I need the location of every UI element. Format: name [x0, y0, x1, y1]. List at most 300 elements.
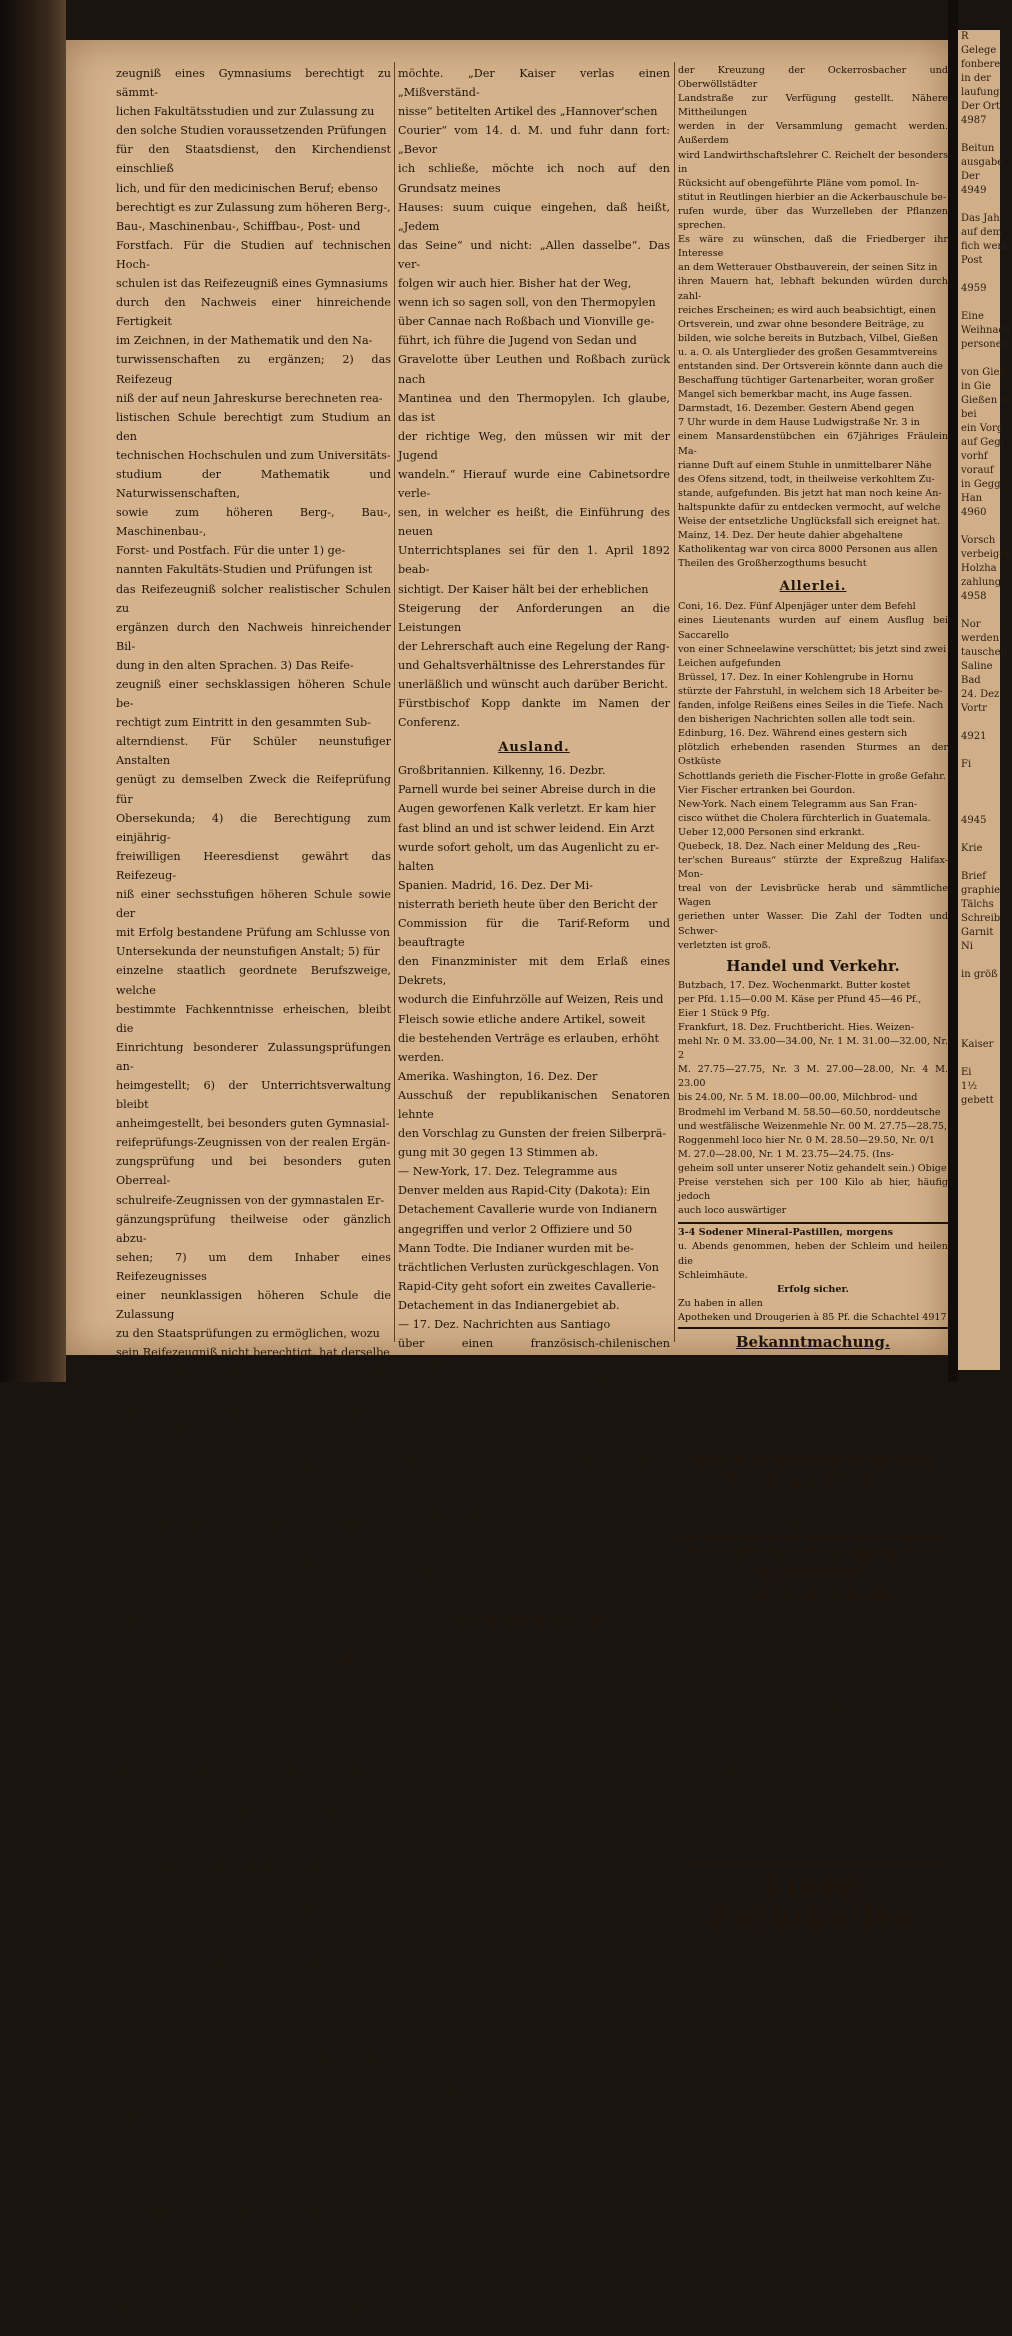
text-line: gleiche Werthschätzung der realistischen Bildung [116, 1422, 391, 1455]
strip-fragment: Beitun [961, 143, 995, 154]
text-line: werden in der Versammlung gemacht werden. Außerdem [678, 121, 948, 147]
text-line: fast blind an und ist schwer leidend. Ein Arzt [398, 821, 655, 835]
strip-fragment [958, 268, 1000, 282]
text-line: Sonntag Morgen 6 Uhr: Beicht; 9/47 Uhr: Austheilung [678, 1802, 943, 1814]
divider [398, 1605, 670, 1606]
text-line: Detachement in das Indianergebiet ab. [398, 1298, 620, 1312]
text-line: Spanien. Madrid, 16. Dez. Der Mi- [398, 878, 593, 892]
strip-fragment: 4987 [961, 115, 987, 126]
strip-fragment [958, 716, 1000, 730]
text-line: Großbritannien. Kilkenny, 16. Dezbr. [398, 764, 606, 778]
text-line: auf Chile auszuüben, wie aus der Note des [398, 1432, 641, 1446]
strip-fragment [958, 856, 1000, 870]
advert-claim: Erfolg sicher. [776, 1283, 850, 1295]
strip-fragment: personen [961, 339, 1009, 350]
text-line: Der Präsident des landw. Provinzialvereins, Graf [398, 2031, 635, 2043]
strip-fragment: in größ [961, 969, 998, 980]
text-line: Gravelotte über Leuthen und Roßbach zurück nach [398, 353, 670, 386]
text-line: dann die Baumwärterkurse und kürzere Kurse für Privat- [398, 1960, 670, 1986]
text-line: Allen. Auch möchte Ich Ihnen noch einen Artikel [116, 2224, 391, 2257]
text-line: formen, so auch bei der Heranbildung des jungen [116, 2090, 391, 2124]
text-line: das Projekt näher besprochen werden, in Friedberg einen [398, 1904, 670, 1930]
strip-fragment: Garnit [961, 927, 994, 938]
strip-fragment: laufung [961, 87, 1000, 98]
strip-fragment: fich wem [961, 241, 1007, 252]
text-line: Obersekunda; 4) die Berechtigung zum einjährig- [116, 811, 391, 844]
text-line: Zeitpunkt des Durchgangs und Vorwärtsschrei- [116, 1880, 386, 1894]
text-line: 2 Uhr: Christenlehre und Andacht. [678, 1845, 848, 1857]
text-line: mit der humanistischen anzustreben. In dem [116, 1460, 371, 1474]
text-line: per Pfd. 1.15—0.00 M. Käse per Pfund 45—46 Pf., [678, 993, 922, 1005]
text-line: Samstag Nachmittag von 4 Uhr an Beicht. [678, 1788, 885, 1800]
text-line: die bestehenden Verträge es erlauben, erhöht [398, 1031, 660, 1045]
text-line: Coni, 16. Dez. Fünf Alpenjäger unter dem Befehl [678, 601, 916, 613]
text-line: Brüssel, 17. Dez. In einer Kohlengrube in Hornu [678, 671, 914, 683]
text-line: — New-York, 17. Dez. Telegramme aus [398, 1165, 618, 1179]
text-line: den Vorschlag zu Gunsten der freien Silberprä- [398, 1127, 667, 1141]
text-line: nisterrath berieth heute über den Bericht der [398, 897, 658, 911]
text-line: wenn ich so sagen soll, von den Thermopylen [398, 296, 656, 310]
text-line: über Cannae nach Roßbach und Vionville ge- [398, 315, 655, 329]
text-line: der Konferenz für die gehabte Mühe. Es sei [116, 1499, 364, 1513]
text-line: des Ofens sitzend, todt, in theilweise verkohltem Zu- [678, 473, 935, 485]
text-line: die Eltern und Lehrherren der jungen Leute und sonstige [398, 1735, 670, 1761]
text-line: berechtigt es zur Zulassung zum höheren Berg-, [116, 200, 391, 214]
strip-fragment: Brief [961, 871, 986, 882]
text-line: turwissenschaften zu ergänzen; 2) das Reifezeug [116, 353, 391, 386]
section-heading-stadt-und-land: Aus Stadt und Land. [450, 1614, 618, 1630]
section-heading-handel: Handel und Verkehr. [726, 956, 900, 975]
text-line: zeugniß eines Gymnasiums berechtigt zu sämmt- [116, 67, 391, 100]
strip-fragment: zahlung [961, 577, 1002, 588]
strip-fragment: bei [961, 409, 977, 420]
text-line: der Provinz findet dieser Gedanke lebhaften Anklang. [398, 2016, 660, 2028]
advert-christbescheerung [678, 1444, 948, 1538]
text-line: Schule möge die Kirche achten und ehren, die [116, 1785, 380, 1799]
strip-fragment: in der [961, 73, 991, 84]
text-line: halten [398, 859, 434, 873]
text-line: angegriffen und verlor 2 Offiziere und 50 [398, 1222, 633, 1236]
strip-fragment: Eine [961, 311, 984, 322]
text-line: bescherung und Aufführung im „Feierabend für Lehr- [398, 1706, 660, 1718]
text-line: Mann Todte. Die Indianer wurden mit be- [398, 1241, 634, 1255]
text-line: stande, aufgefunden. Bis jetzt hat man noch keine An- [678, 487, 942, 499]
text-line: lige Pflicht, dafür zu sorgen, daß das religiöse [116, 1728, 378, 1742]
text-line: Jamin eine Versammlung der hiesigen Mitglieder des [398, 1861, 657, 1873]
text-line: von einer Schneelawine verschüttet; bis jetzt sind zwei [678, 643, 947, 655]
strip-fragment [958, 786, 1000, 800]
text-line: der Kreuzung der Ockerrosbacher und Oberwöllstädter [678, 65, 948, 91]
text-line: Quebeck, 18. Dez. Nach einer Meldung des „Reu- [678, 840, 920, 852]
strip-fragment: Nor [961, 619, 981, 630]
text-line: zulegen, 8) bei einer unumgänglichen Neurege- [116, 1384, 388, 1398]
strip-fragment: verbeigen [961, 549, 1012, 560]
text-line: einem Mansardenstübchen ein 67jähriges Fräulein Ma- [678, 431, 948, 457]
section-heading-bekanntmachung: Bekanntmachung. [735, 1332, 891, 1351]
text-line: heranzubilden. „Wir befinden uns in einem [116, 1861, 360, 1875]
text-line: treal von der Levisbrücke herab und sämmtliche Wagen [678, 883, 948, 909]
strip-fragment: Das Jah [961, 213, 1000, 224]
text-line: Obstfreunde auf das Ausschreiben in heutiger Nummer [398, 1819, 669, 1831]
text-line: Gottesdienst in der Burgkirche. [678, 1662, 833, 1674]
text-line: Butzbach, 17. Dez. Wochenmarkt. Butter kostet [678, 979, 911, 991]
text-line: über einen französisch-chilenischen Zwischenfall [398, 1337, 670, 1370]
text-line: haltspunkte dafür zu entdecken vermocht, auf welche [678, 501, 941, 513]
strip-fragment [958, 604, 1000, 618]
text-line: Apotheken und Drougerien à 85 Pf. die Schachtel 4917 [678, 1311, 947, 1323]
text-line: lauten heute günstiger. Es wird erklärt, Frank- [398, 1375, 664, 1389]
text-line: dung in den alten Sprachen. 3) Das Reife- [116, 658, 354, 672]
strip-fragment: Bad [961, 675, 981, 686]
text-line: glaube erkannt zu haben, wohin der neue Geist [116, 2014, 386, 2028]
text-line: und das ablaufende Jahrhundert zielen und bin [116, 2033, 384, 2047]
text-line: und westfälische Weizenmehle Nr. 00 M. 27.75—28.75, [678, 1120, 948, 1132]
text-line: glaubt, seine Ideen und Gedanken über die Religion [116, 1556, 391, 1589]
strip-fragment: tauschen [961, 647, 1007, 658]
text-line: tens in ein neues Jahrhundert. Von jeher [116, 1900, 346, 1913]
christbescheerung-heading: Die Christbescheerung für arme Kinder [693, 1449, 933, 1490]
text-line: französischen Gesandten Hermand hervorgeht. [398, 1451, 668, 1465]
text-line: sein Reifezeugniß nicht berechtigt, hat derselbe [116, 1346, 390, 1360]
text-line: lichst zu dieser Weihnachtsfeier eingeladen. [398, 1791, 614, 1803]
text-line: 7 Uhr wurde in dem Hause Ludwigstraße Nr. 3 in [678, 417, 920, 429]
strip-fragment: Saline [961, 661, 993, 672]
text-line: nisse“ betitelten Artikel des „Hannover'schen [398, 105, 658, 119]
text-line: episcopus der evangelischen Kirche für seine hei- [116, 1689, 391, 1723]
christbescheerung-line: findet Sonntag den 21. Dez., Nachmittags 1/25 Uhr, statt. [687, 1506, 939, 1532]
text-line: wird ein Bericht über die Obstausstellung gegeben und [398, 1890, 669, 1902]
text-line: bestimmte Fachkenntnisse erheischen, bleibt die [116, 1002, 391, 1035]
text-line: Courier“ vom 14. d. M. und fuhr dann fort: „Bevor [398, 124, 670, 157]
text-line: ich schließe, möchte ich noch auf den Grundsatz meines [398, 162, 670, 195]
text-line: auch loco auswärtiger [678, 1205, 787, 1217]
text-line: wurde sofort geholt, um das Augenlicht zu er- [398, 840, 659, 854]
text-line: führt, ich führe die Jugend von Sedan und [398, 334, 637, 348]
adjacent-page-strip [958, 30, 1012, 1370]
strip-fragment: 4959 [961, 283, 987, 294]
text-line: Weise der entsetzliche Unglücksfall sich ereignet hat. [678, 516, 941, 527]
text-line: Festtages. [678, 1746, 728, 1758]
text-line: den Anforderungen des modernen Staatslebens [116, 1842, 387, 1856]
text-line: französischen Cabinets, die Affaire bald erledigt [398, 1547, 670, 1580]
text-line: Unterrichtsplanes sei für den 1. April 1892 beab- [398, 544, 670, 577]
text-line: mann bekannt wären. Er halte es für selbst- [116, 1632, 366, 1646]
text-line: Bau-, Maschinenbau-, Schiffbau-, Post- und [116, 219, 361, 233]
text-line: kirche, Beichte nach dem Vormittagsgottesdienst des ersten [678, 1718, 948, 1744]
bekanntmachung-signature: Kaiserliches Postamt. [843, 1426, 948, 1438]
strip-fragment: 1½ [961, 1081, 978, 1092]
strip-fragment: Fi [961, 759, 972, 770]
text-line: den solche Studien voraussetzenden Prüfungen [116, 124, 387, 138]
text-line: Fleisch sowie etliche andere Artikel, soweit [398, 1012, 646, 1026]
text-line: Bewegung geblieben, die sie zu leiten und zu [116, 1976, 374, 1990]
advert-sodener-pastillen [678, 1222, 948, 1329]
text-line: Ausschuß der republikanischen Senatoren lehnte [398, 1088, 670, 1121]
text-line: technischen Hochschulen und zum Universitäts- [116, 448, 391, 462]
text-line: in den oberen Räumen der Bierbrauerei von Henn und [398, 1847, 665, 1859]
text-line: cisco wüthet die Cholera fürchterlich in Guatemala. [678, 812, 931, 824]
kirchliche-anzeigen-heading: Kirchliche Anzeigen für Friedberg. [687, 1541, 939, 1582]
text-line: Denver melden aus Rapid-City (Dakota): Ein [398, 1184, 651, 1198]
text-line: wandeln.“ Hierauf wurde eine Cabinetsordre verle- [398, 467, 670, 501]
text-line: Einrichtung besonderer Zulassungsprüfungen an- [116, 1040, 391, 1073]
text-line: stitut in Reutlingen hierbier an die Ackerbauschule be- [678, 191, 947, 203]
strip-fragment: in Gegg [961, 479, 1001, 490]
text-line: u. Abends genommen, heben der Schleim und heilen die [678, 1241, 948, 1267]
text-line: Zu haben in allen [678, 1297, 763, 1309]
text-line: Obstmuttergarten für die Provinz einzurichten, an welchem [398, 1932, 670, 1958]
text-line: sichtigt. Der Kaiser hält bei der erheblichen [398, 582, 649, 596]
strip-fragment: Krie [961, 843, 983, 854]
strip-fragment: in Gie [961, 381, 991, 392]
strip-fragment [958, 772, 1000, 786]
text-line: freiwilligen Heeresdienst gewährt das Reifezeug- [116, 849, 391, 882]
text-line: p. Friedberg. Wir machen die Gartenbesitzer und [398, 1805, 639, 1817]
text-line: nehmens insbesondere für die Stadt und den Kreis er- [398, 2101, 663, 2113]
text-line: Brodmehl im Verband M. 58.50—60.50, norddeutsche [678, 1106, 941, 1118]
text-line: Pferdeställen von 1/28 Uhr an stattfindende Weihnachts- [398, 1678, 670, 1704]
strip-fragment [958, 296, 1000, 310]
text-line: mehl Nr. 0 M. 33.00—34.00, Nr. 1 M. 31.00—32.00, Nr. 2 [678, 1036, 948, 1062]
strip-fragment: 4921 [961, 731, 987, 742]
text-line: bilden, wie solche bereits in Butzbach, Vilbel, Gießen [678, 332, 938, 344]
text-line: der heil. Communion. [678, 1817, 784, 1829]
text-line: Augen geworfenen Kalk verletzt. Er kam hier [398, 802, 656, 816]
text-line: Rücksicht auf obengeführte Pläne vom pomol. In- [678, 177, 919, 189]
section-heading-allerlei: Allerlei. [779, 579, 847, 595]
strip-fragment [958, 800, 1000, 814]
text-line: gung mit 30 gegen 13 Stimmen ab. [398, 1146, 599, 1160]
text-line: linge“ aufmerksam. Die Mitglieder des „Ev. Vereins“, [398, 1720, 657, 1732]
text-line: trächtlichen Verlusten zurückgeschlagen. Von [398, 1260, 659, 1274]
text-line: Edinburg, 16. Dez. Während eines gestern sich [678, 728, 908, 740]
strip-fragment [958, 198, 1000, 212]
text-line: Commission für die Tarif-Reform und beauftragte [398, 917, 670, 950]
text-line: plötzlich erhebenden rasenden Sturmes an der Ostküste [678, 742, 948, 768]
zuchtbullen-heading: Einen Zuchtbullen [710, 1871, 916, 1934]
strip-fragment: graphie [961, 885, 1001, 896]
text-line: — 17. Dez. Nachrichten aus Santiago [398, 1318, 611, 1331]
text-line: Hauses: suum cuique eingehen, daß heißt, „Jedem [398, 200, 670, 233]
text-line: geschrieben ist, in jeder Weise meine Gedanken [116, 2300, 390, 2314]
text-line: niß der auf neun Jahreskurse berechneten rea- [116, 391, 383, 405]
strip-fragment: Weihnach [961, 325, 1011, 336]
text-line: mit dem Publicum offen gehalten. [678, 1398, 843, 1410]
text-line: durch den Nachweis einer hinreichende Fertigkeit [116, 296, 391, 329]
text-line: wodurch die Einfuhrzölle auf Weizen, Reis und [398, 993, 664, 1007]
text-line: möchte. „Der Kaiser verlas einen „Mißverständ- [398, 67, 670, 100]
strip-fragment: Tälchs [961, 899, 994, 910]
text-line: unerläßlich und wünscht auch darüber Bericht. [398, 678, 668, 691]
strip-fragment: gebett [961, 1095, 994, 1106]
strip-fragment [958, 520, 1000, 534]
text-line: sowie zum höheren Berg-, Bau-, Maschinenbau-, [116, 506, 391, 539]
text-line: Gefühl und der Funke christlichen Geistes in [116, 1747, 371, 1761]
strip-fragment: Ei [961, 1067, 972, 1078]
text-line: und Gehaltsverhältnisse des Lehrerstandes für [398, 658, 665, 672]
text-line: ihren Mauern hat, lebhaft bekunden würden durch zahl- [678, 276, 948, 302]
text-line: lung des Berechtigungswesens ist die möglichst [116, 1403, 390, 1417]
text-line: heimgestellt; 6) der Unterrichtsverwaltung bleibt [116, 1078, 391, 1112]
text-line: einzelne staatlich geordnete Berufszweige, welche [116, 964, 391, 997]
text-line: Roggenmehl loco hier Nr. 0 M. 28.50—29.50, Nr. 0/1 [678, 1134, 936, 1146]
text-line: rufen wurde, über das Wurzelleben der Pflanzen sprechen. [678, 205, 948, 232]
text-line: reich hätte niemals daran gedacht, eine Pression [398, 1394, 670, 1427]
text-line: bis 24.00, Nr. 5 M. 18.00—00.00, Milchbrod- und [678, 1092, 918, 1104]
strip-fragment [958, 1024, 1000, 1038]
text-line: im Zeichnen, in der Mathematik und den Na- [116, 334, 373, 348]
strip-fragment [958, 1010, 1000, 1024]
text-line: lichen Fakultätsstudien und zur Zulassung zu [116, 105, 375, 119]
text-line: rechtigt zum Eintritt in den gesammten Sub- [116, 716, 371, 730]
text-line: der richtige Weg, den müssen wir mit der Jugend [398, 429, 670, 462]
text-line: Es wäre zu wünschen, daß die Friedberger ihr Interesse [678, 234, 948, 260]
text-line: während seiner Studienzeit ein Fachexamen ab- [116, 1365, 390, 1379]
text-line: aufgefallen, daß er bei Eröffnung der Conferenz [116, 1518, 390, 1532]
text-line: Schlußworte dankte der Kaiser den Mitgliedern [116, 1479, 389, 1493]
strip-fragment [958, 128, 1000, 142]
page-gutter [948, 0, 958, 1382]
book-spine-shadow [0, 0, 66, 1382]
text-line: deres Verhalten zu beobachten, als für seine [398, 1489, 651, 1503]
strip-fragment: von Gieß [961, 367, 1007, 378]
text-line: folgen wir auch hier. Bisher hat der Weg, [398, 277, 632, 291]
text-line: haben meine Vorfahren bewiesen, daß sie den [116, 1919, 379, 1933]
strip-fragment: Der Ort [961, 101, 1000, 112]
text-line: Frankfurt, 18. Dez. Fruchtbericht. Hies. Weizen- [678, 1022, 914, 1033]
text-line: bringung der Mittel sind Verhandlungen im Gange. Die [398, 2073, 668, 2085]
strip-fragment: 4958 [961, 591, 987, 602]
text-line: Am zweiten Weihnachtsfesttag Abendmahl in der Burg- [678, 1704, 948, 1716]
text-line: Puls der Zeit fühlend, voraus erspähten, was [116, 1938, 371, 1952]
strip-fragment [958, 1052, 1000, 1066]
text-line: Ortsverein, und zwar ohne besondere Beiträge, zu [678, 318, 924, 330]
strip-fragment: 4960 [961, 507, 987, 518]
katholische-gemeinde-heading: Katholische Gemeinde. [728, 1768, 898, 1784]
text-line: New-York. Nach einem Telegramm aus San Fran- [678, 798, 918, 810]
text-line: ? Friedberg. Wir machen nochmals auf die am Sonn- [398, 1636, 655, 1648]
text-line: Leichen aufgefunden [678, 657, 781, 669]
text-line: Vorgänger maßgebend war. Die amerikanische [398, 1508, 665, 1522]
strip-fragment [958, 954, 1000, 968]
text-line: das Seine“ und nicht: „Allen dasselbe“. Das ver- [398, 238, 670, 271]
text-line: stürzte der Fahrstuhl, in welchem sich 18 Arbeiter be- [678, 685, 943, 697]
text-line: Katholikentag war von circa 8000 Personen aus allen [678, 544, 938, 556]
text-line: (Berner-Bastard), 1¼ Jahr alt, hat zu verkaufen [678, 1934, 910, 1946]
text-line: Landstraße zur Verfügung gestellt. Nähere Mittheilungen [678, 93, 948, 119]
advent-label: 4. Advent. [788, 1605, 838, 1617]
text-line: werden. [398, 1050, 445, 1064]
text-line: geriethen unter Wasser. Die Zahl der Todten und Schwer- [678, 911, 948, 937]
text-line: ter'schen Bureaus“ stürzte der Expreßzug Halifax-Mon- [678, 855, 948, 881]
column-rule [394, 62, 395, 1342]
text-line: Schottlands gerieth die Fischer-Flotte in große Gefahr. [678, 770, 946, 782]
text-line: Steigerung der Anforderungen an die Leistungen [398, 601, 670, 634]
text-line: Wetterauer Obstbauvereins stattfindet. In derselben [398, 1876, 653, 1887]
strip-fragment: Han [961, 493, 983, 504]
text-line: der Lehrerschaft auch eine Regelung der Rang- [398, 639, 670, 653]
text-line: studium der Mathematik und Naturwissenschaften, [116, 467, 391, 501]
strip-fragment [958, 996, 1000, 1010]
text-line: Annahmestelle während des ganzen Tages zum Verkehr [678, 1370, 948, 1396]
text-line: 10 Uhr: Hochamt mit Predigt. [678, 1831, 824, 1843]
strip-fragment: fonbere [961, 59, 1001, 70]
text-line: genügt zu demselben Zweck die Reifeprüfung für [116, 773, 391, 806]
strip-fragment: 24. Dez [961, 689, 1000, 700]
text-line: Amerika. Washington, 16. Dez. Der [398, 1069, 598, 1083]
text-line: an dem Wetterauer Obstbauverein, der seinen Sitz in [678, 262, 938, 274]
text-line: M. 27.75—27.75, Nr. 3 M. 27.00—28.00, Nr. 4 M. 23.00 [678, 1064, 948, 1090]
column-1 [116, 64, 391, 2334]
text-line: Gefühl Genugthuung gewähren und Ihnen eine [116, 2167, 384, 2181]
text-line: verständlich als preußischer König und Summus [116, 1651, 391, 1684]
strip-fragment: Vorsch [961, 535, 996, 546]
text-line: ergänzen durch den Nachweis hinreichender Bil- [116, 620, 391, 653]
column-2 [398, 64, 670, 2127]
text-line: schulen ist das Reifezeugniß eines Gymnasiums [116, 277, 388, 291]
text-line: Abends 5 Uhr: Herr Pfarrer Dr. Köstlin. [678, 1690, 870, 1702]
text-line: lägen so sonnenklar vor Aller Blicken, daß sie Jeder- [116, 1594, 391, 1627]
strip-fragment [958, 352, 1000, 366]
text-line: Freunde und Freundinnen des „Feierabends“ sind freund- [398, 1763, 670, 1789]
text-line: tag den 21. Dezember im Musik-Saale über den städtischen [398, 1650, 670, 1676]
text-line: neuen Zielen zu führen entschlossen waren. Ich [116, 1995, 389, 2009]
text-line: mit Erfolg bestandene Prüfung am Schlusse von [116, 926, 391, 940]
text-line: rianne Duft auf einem Stuhle in unmittelbarer Nähe [678, 459, 932, 471]
text-line: Beschaffung tüchtiger Gartenarbeiter, woran großer [678, 375, 934, 387]
text-line: zeugniß einer sechsklassigen höheren Schule be- [116, 678, 391, 711]
text-line: Mangel sich bemerkbar macht, ins Auge fassen. [678, 389, 913, 401]
advert-title: 3-4 Sodener Mineral-Pastillen, morgens [678, 1227, 894, 1239]
text-line: kommen würde, dann sind sie an der Spitze der [116, 1957, 388, 1971]
strip-fragment: Holzha [961, 563, 997, 574]
text-line: den bisherigen Nachrichten sollen alle todt sein. [678, 714, 916, 726]
text-line: gänzungsprüfung theilweise oder gänzlich abzu- [116, 1212, 391, 1245]
text-line: Pfarramtswoche Herr Pfarrer Dr. Weiffenbach. [678, 1619, 906, 1631]
text-line: entstanden sind. Der Ortsverein könnte dann auch die [678, 360, 943, 372]
text-line: Fürstbischof Kopp dankte im Namen der Conferenz. [398, 697, 670, 730]
strip-fragment [958, 982, 1000, 996]
text-line: zu sehen. [398, 1585, 452, 1599]
strip-fragment: 4945 [961, 815, 987, 826]
text-line: Forst- und Postfach. Für die unter 1) ge- [116, 544, 346, 558]
text-line: reiches Erscheinen; es wird auch beabsichtigt, einen [678, 304, 936, 316]
text-line: Stadt Friedberg hat die große Bedeutung dieses Unter- [398, 2087, 669, 2099]
text-line: den Finanzminister mit dem Erlaß eines Dekrets, [398, 955, 670, 988]
advert-zuchtbullen [678, 1862, 948, 1965]
text-line: die wir beschreiten müssen. Es wird Ihrem [116, 2148, 361, 2162]
text-line: Mainz, 14. Dez. Der heute dahier abgehaltene [678, 530, 903, 542]
text-line: Mantinea und den Thermopylen. Ich glaube, das ist [398, 391, 670, 424]
text-line: Letzterer erhielt niemals Instructionen, ein an- [398, 1470, 666, 1484]
strip-fragment: auf dem [961, 227, 1003, 238]
text-line: alterndienst. Für Schüler neunstufiger Anstalten [116, 735, 391, 768]
strip-fragment: Post [961, 255, 983, 266]
text-line: Gießen denselben mit Wärme vertreten. Ueber die Auf- [398, 2059, 667, 2071]
text-line: Darmstadt, 16. Dezember. Gestern Abend gegen [678, 403, 915, 415]
text-line: u. a. O. als Unterglieder des großen Gesammtvereins [678, 346, 938, 358]
text-line: zu den Staatsprüfungen zu ermöglichen, wozu [116, 1327, 380, 1341]
text-line: Geschlechts die neuen Bahnen zu beschreiten, [116, 2129, 382, 2143]
text-line: Parnell wurde bei seiner Abreise durch in die [398, 783, 656, 797]
text-line: Gottesdienst in der Stadtkirche. [678, 1634, 835, 1645]
text-line: Solms-Laubach, hat auf der letzten Ausschußsitzung in [398, 2045, 667, 2057]
text-line: Am Sonntag den 21. Dezember wird die Packet- [678, 1355, 912, 1367]
text-line: geheim soll unter unserer Notiz gehandelt sein.) Obige [678, 1162, 947, 1174]
strip-fragment: Ni [961, 941, 973, 952]
strip-fragment: Gelege [961, 45, 997, 56]
divider [678, 1764, 948, 1765]
